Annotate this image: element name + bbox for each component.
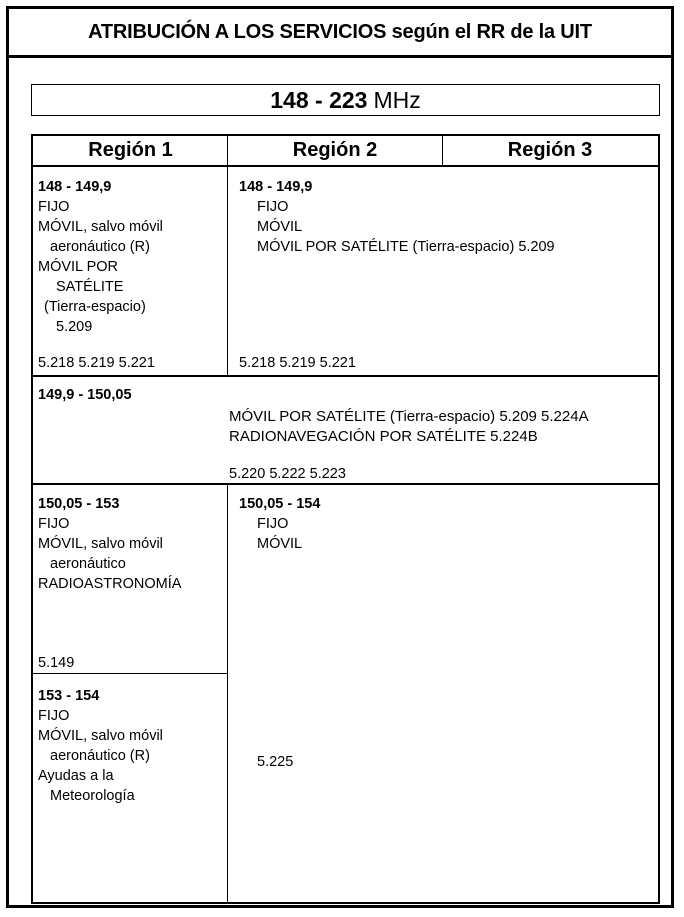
service: MÓVIL, salvo móvil xyxy=(38,728,163,744)
service: MÓVIL xyxy=(257,536,303,552)
freq-range: 148 - 149,9 xyxy=(38,179,112,195)
divider xyxy=(33,375,658,377)
document-title: ATRIBUCIÓN A LOS SERVICIOS según el RR de la UIT xyxy=(9,9,671,58)
service: FIJO xyxy=(257,516,289,532)
service: aeronáutico xyxy=(50,556,126,572)
header-region-1: Región 1 xyxy=(33,136,228,167)
frequency-band-header xyxy=(31,84,660,116)
footnotes: 5.149 xyxy=(38,655,75,671)
freq-range: 148 - 149,9 xyxy=(239,179,313,195)
divider xyxy=(33,673,228,674)
service: FIJO xyxy=(38,516,70,532)
footnotes: 5.218 5.219 5.221 xyxy=(38,355,155,371)
service: MÓVIL POR SATÉLITE (Tierra-espacio) 5.209 xyxy=(257,239,555,255)
cell-149-all-regions xyxy=(229,407,654,447)
cell-150-region-2-3 xyxy=(239,494,654,554)
service: MÓVIL xyxy=(257,219,303,235)
document-frame xyxy=(6,6,674,908)
divider xyxy=(227,167,228,375)
service: MÓVIL POR SATÉLITE (Tierra-espacio) 5.209 5.224A xyxy=(229,408,589,425)
service: Meteorología xyxy=(50,788,135,804)
cell-150-region-1 xyxy=(38,494,226,594)
divider xyxy=(227,136,228,167)
freq-range: 150,05 - 154 xyxy=(239,496,321,512)
service: FIJO xyxy=(257,199,289,215)
allocation-table xyxy=(31,134,660,904)
service: Ayudas a la xyxy=(38,768,114,784)
divider xyxy=(442,136,443,167)
service: FIJO xyxy=(38,199,70,215)
footnote: 5.209 xyxy=(56,319,93,335)
cell-148-region-2-3 xyxy=(239,177,654,257)
service: SATÉLITE xyxy=(56,279,124,295)
freq-range: 149,9 - 150,05 xyxy=(38,387,132,403)
service: MÓVIL, salvo móvil xyxy=(38,536,163,552)
service: FIJO xyxy=(38,708,70,724)
cell-148-region-1 xyxy=(38,177,226,337)
header-region-3: Región 3 xyxy=(442,136,658,167)
cell-153-region-1 xyxy=(38,686,226,806)
band-unit: MHz xyxy=(373,86,421,113)
service: MÓVIL, salvo móvil xyxy=(38,219,163,235)
service: aeronáutico (R) xyxy=(50,239,150,255)
service: RADIOASTRONOMÍA xyxy=(38,576,182,592)
service: MÓVIL POR xyxy=(38,259,119,275)
footnotes: 5.218 5.219 5.221 xyxy=(239,355,356,371)
freq-range: 153 - 154 xyxy=(38,688,100,704)
header-region-2: Región 2 xyxy=(228,136,442,167)
service: aeronáutico (R) xyxy=(50,748,150,764)
band-range: 148 - 223 xyxy=(270,86,368,113)
footnotes: 5.220 5.222 5.223 xyxy=(229,466,346,482)
service: (Tierra-espacio) xyxy=(44,299,146,315)
footnotes: 5.225 xyxy=(257,754,294,770)
divider xyxy=(227,484,228,904)
service: RADIONAVEGACIÓN POR SATÉLITE 5.224B xyxy=(229,428,538,445)
freq-range: 150,05 - 153 xyxy=(38,496,120,512)
